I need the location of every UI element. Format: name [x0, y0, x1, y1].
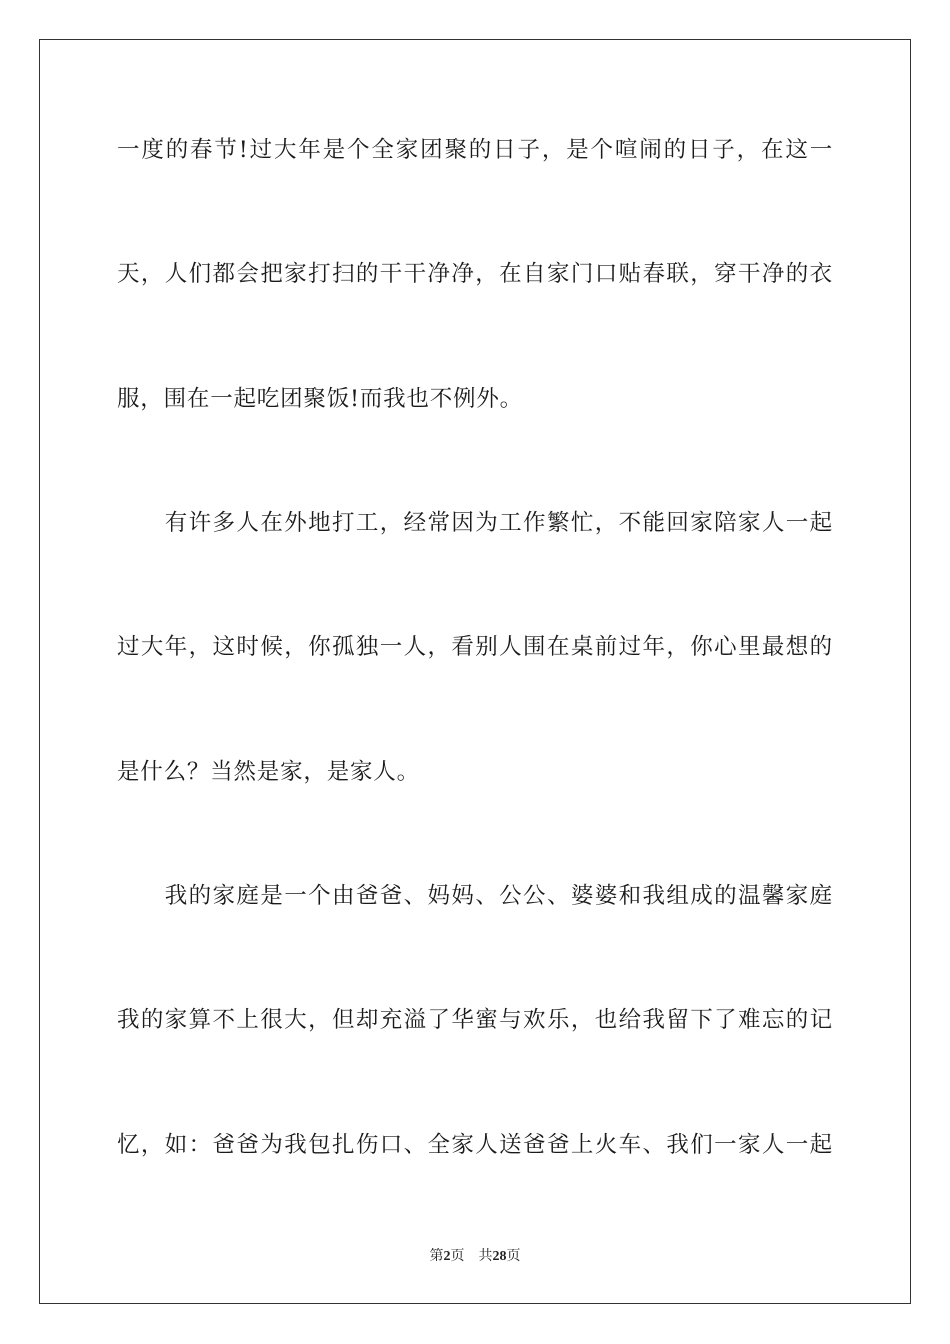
- body-text-line: 天，人们都会把家打扫的干干净净，在自家门口贴春联，穿干净的衣: [117, 261, 833, 287]
- body-text-line: 一度的春节!过大年是个全家团聚的日子，是个喧闹的日子，在这一: [117, 137, 833, 163]
- body-text-line: 忆，如：爸爸为我包扎伤口、全家人送爸爸上火车、我们一家人一起: [117, 1132, 833, 1158]
- body-text-line: 服，围在一起吃团聚饭!而我也不例外。: [117, 386, 523, 412]
- page-prefix: 第: [429, 1248, 444, 1264]
- total-suffix: 页: [506, 1248, 521, 1264]
- page-footer: [0, 1246, 950, 1267]
- page-border: [39, 39, 911, 1304]
- total-pages: 28: [492, 1249, 507, 1264]
- body-text-line: 是什么？当然是家，是家人。: [117, 759, 420, 785]
- paragraph-start-line: 我的家庭是一个由爸爸、妈妈、公公、婆婆和我组成的温馨家庭: [117, 883, 833, 909]
- total-prefix: 共: [478, 1248, 493, 1264]
- paragraph-start-line: 有许多人在外地打工，经常因为工作繁忙，不能回家陪家人一起: [117, 510, 833, 536]
- page-number: 2: [443, 1249, 451, 1264]
- body-text-line: 过大年，这时候，你孤独一人，看别人围在桌前过年，你心里最想的: [117, 634, 833, 660]
- page-suffix: 页: [450, 1248, 465, 1264]
- body-text-line: 我的家算不上很大，但却充溢了华蜜与欢乐，也给我留下了难忘的记: [117, 1007, 833, 1033]
